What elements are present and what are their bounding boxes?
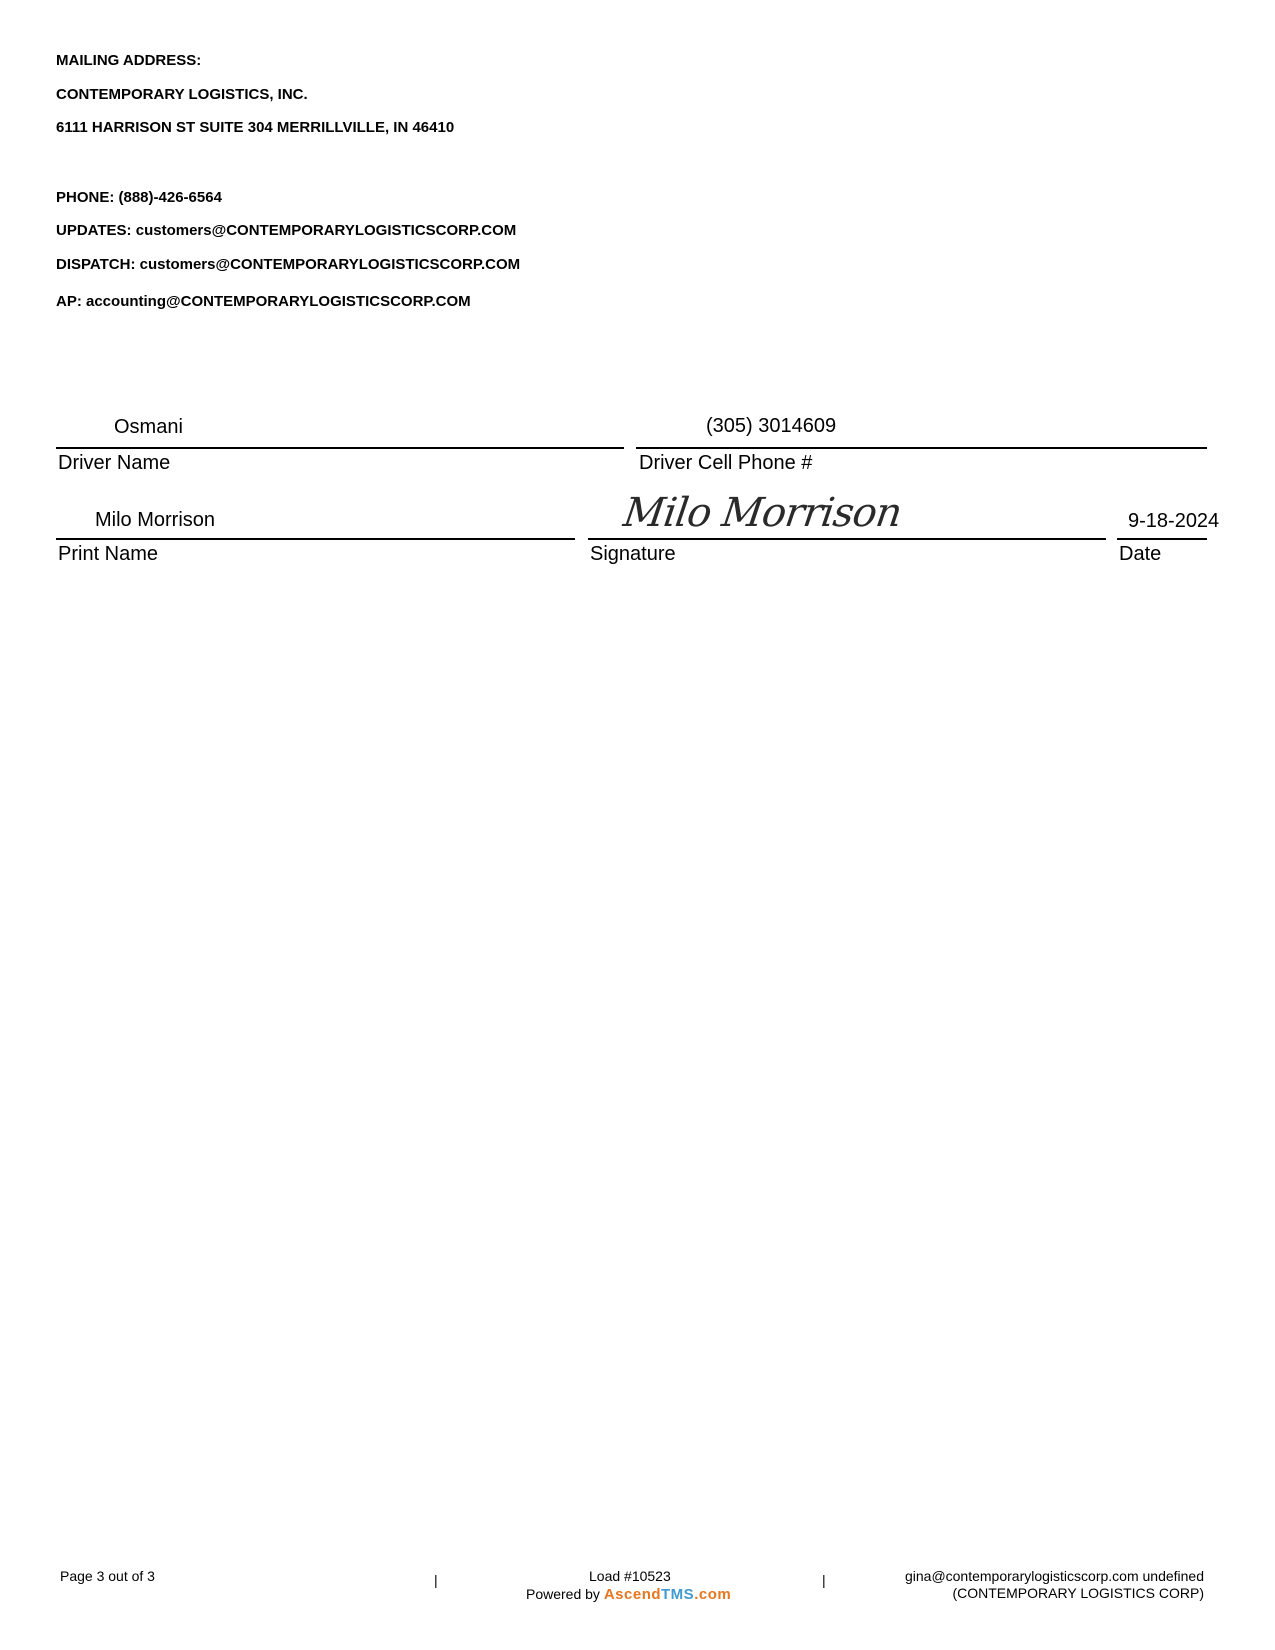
powered-by	[526, 1586, 731, 1603]
page-number: Page 3 out of 3	[60, 1568, 155, 1584]
load-number: Load #10523	[589, 1568, 671, 1584]
driver-phone-line	[636, 447, 1207, 449]
logo-com: .com	[694, 1586, 732, 1603]
logo-ascend: Ascend	[603, 1586, 662, 1603]
footer-separator-left: |	[434, 1572, 438, 1588]
date-label: Date	[1119, 543, 1162, 565]
date-value: 9-18-2024	[1128, 510, 1220, 532]
driver-phone-value: (305) 3014609	[706, 415, 837, 437]
footer-email: gina@contemporarylogisticscorp.com undefined	[904, 1568, 1204, 1584]
print-name-line	[56, 538, 575, 540]
footer-separator-right: |	[822, 1572, 826, 1588]
driver-name-label: Driver Name	[58, 452, 171, 474]
date-line	[1117, 538, 1207, 540]
company-name: CONTEMPORARY LOGISTICS, INC.	[56, 86, 308, 103]
footer-company: (CONTEMPORARY LOGISTICS CORP)	[952, 1585, 1204, 1601]
company-address: 6111 HARRISON ST SUITE 304 MERRILLVILLE, IN 46410	[56, 119, 455, 136]
ap-email: AP: accounting@CONTEMPORARYLOGISTICSCORP.COM	[56, 293, 471, 310]
mailing-address-label: MAILING ADDRESS:	[56, 52, 202, 69]
ascendtms-logo	[604, 1586, 731, 1603]
powered-by-label: Powered by	[526, 1586, 600, 1602]
dispatch-email: DISPATCH: customers@CONTEMPORARYLOGISTICSCORP.COM	[56, 256, 521, 273]
print-name-label: Print Name	[58, 543, 159, 565]
driver-name-line	[56, 447, 624, 449]
print-name-value: Milo Morrison	[95, 509, 216, 531]
driver-phone-label: Driver Cell Phone #	[639, 452, 813, 474]
signature-label: Signature	[590, 543, 676, 565]
phone-line: PHONE: (888)-426-6564	[56, 189, 222, 206]
updates-email: UPDATES: customers@CONTEMPORARYLOGISTICSCORP.COM	[56, 222, 517, 239]
signature-line	[588, 538, 1106, 540]
logo-tms: TMS	[661, 1586, 695, 1603]
signature-image: Milo Morrison	[620, 490, 905, 536]
driver-name-value: Osmani	[114, 416, 183, 438]
